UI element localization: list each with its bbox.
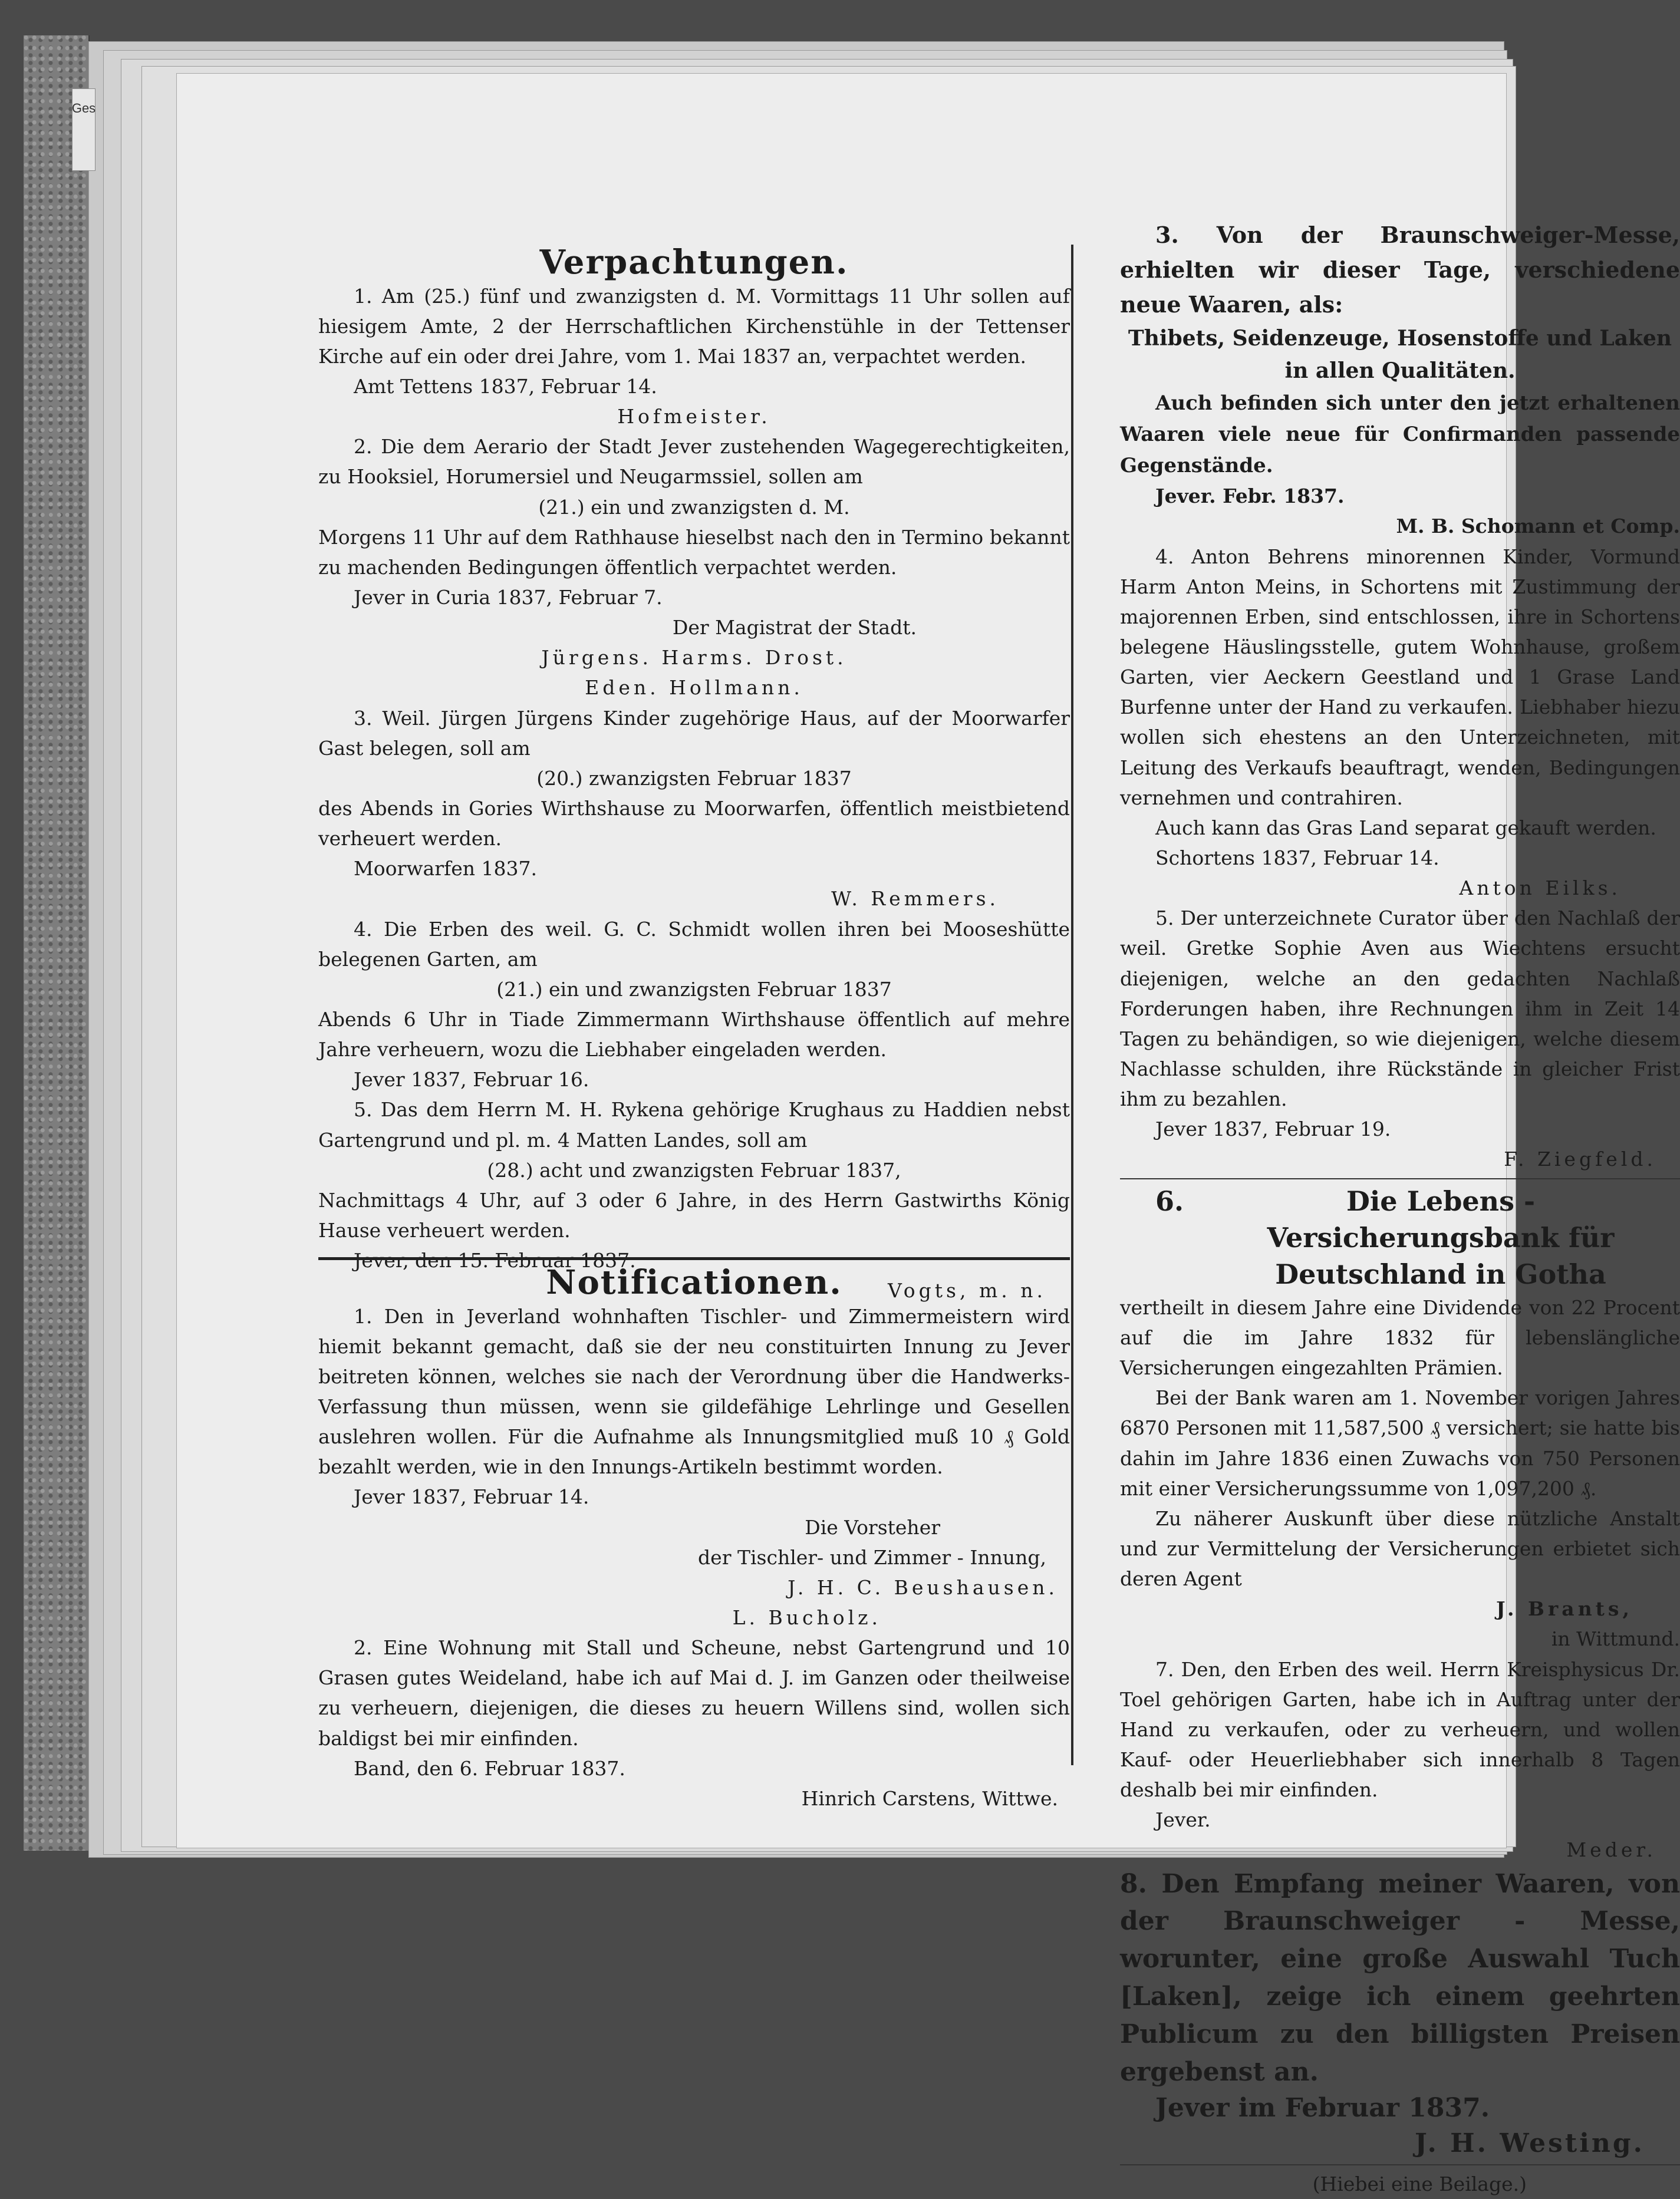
notice-signature: Vogts, m. n. bbox=[888, 1279, 1046, 1303]
notice-signature: Der Magistrat der Stadt. bbox=[672, 616, 917, 639]
notice-place: Jever. bbox=[1155, 1808, 1211, 1832]
section-heading-verpachtungen: Verpachtungen. bbox=[539, 243, 849, 282]
notice-text: 4. Die Erben des weil. G. C. Schmidt wollen ihren bei Mooseshütte belegenen Garten, am bbox=[318, 917, 1070, 971]
notice-rule bbox=[1120, 1178, 1680, 1179]
advertisements-section bbox=[1120, 218, 1680, 2199]
notice-text: Zu näherer Auskunft über diese nützliche Anstalt und zur Vermittelung der Versicherungen erbietet sich deren Agent bbox=[1120, 1506, 1680, 1591]
notice-text: 1. Am (25.) fünf und zwanzigsten d. M. Vormittags 11 Uhr sollen auf hiesigem Amte, 2 der Herrschaftlichen Kirchenstühle in der Tettenser Kirche auf ein oder drei Jahre, vom 1. Mai 1837 an, verpachtet werden. bbox=[318, 284, 1070, 368]
notice-goods: Thibets, Seidenzeuge, Hosenstoffe und Laken in allen Qualitäten. bbox=[1128, 325, 1672, 384]
notice-date-line: (21.) ein und zwanzigsten d. M. bbox=[538, 495, 850, 519]
section-rule bbox=[318, 1257, 1070, 1260]
notice-place: Moorwarfen 1837. bbox=[354, 857, 537, 881]
notice-text: Auch befinden sich unter den jetzt erhaltenen Waaren viele neue für Confirmanden passende Gegenstände. bbox=[1120, 391, 1680, 477]
notice-place: Jever 1837, Februar 14. bbox=[354, 1485, 589, 1509]
notice-signature: Eden. Hollmann. bbox=[585, 676, 803, 700]
notice-signature: F. Ziegfeld. bbox=[1504, 1148, 1656, 1171]
section-heading-notificationen: Notificationen. bbox=[546, 1263, 842, 1302]
edge-tab-label: Ges bbox=[72, 88, 95, 171]
notificationen-section bbox=[318, 1252, 1070, 1814]
notice-signature: Hofmeister. bbox=[617, 405, 771, 428]
notice-text: 3. Weil. Jürgen Jürgens Kinder zugehörige Haus, auf der Moorwarfer Gast belegen, soll am bbox=[318, 706, 1070, 760]
notice-date: Amt Tettens 1837, Februar 14. bbox=[354, 375, 657, 398]
notice-text: 2. Eine Wohnung mit Stall und Scheune, nebst Gartengrund und 10 Grasen gutes Weideland, habe ich auf Mai d. J. im Ganzen oder theilweise zu verheuern, diejenigen, die dieses zu heuern Willens sind, wollen sich baldigst bei mir einfinden. bbox=[318, 1636, 1070, 1750]
notice-text: 1. Den in Jeverland wohnhaften Tischler- und Zimmermeistern wird hiemit bekannt gemacht, daß sie der neu constituirten Innung zu Jever beitreten können, welches sie nach der Verordnung über die Handwerks-Verfassung thun müssen, wenn sie gildefähige Lehrlinge und Gesellen auslehren wollen. Für die Aufnahme als Innungsmitglied muß 10 ₰ Gold bezahlt werden, wie in den Innungs-Artikeln bestimmt worden. bbox=[318, 1304, 1070, 1479]
notice-place: Jever in Curia 1837, Februar 7. bbox=[354, 586, 663, 609]
notice-text: des Abends in Gories Wirthshause zu Moorwarfen, öffentlich meistbietend verheuert werden. bbox=[318, 796, 1070, 850]
notice-signature: Hinrich Carstens, Wittwe. bbox=[801, 1786, 1058, 1810]
notice-text: Auch kann das Gras Land separat gekauft werden. bbox=[1155, 816, 1656, 839]
verpachtungen-section bbox=[318, 245, 1070, 1305]
footer-rule bbox=[1120, 2164, 1680, 2165]
insurance-heading-title: Die Lebens - Versicherungsbank für Deutschland in Gotha bbox=[1267, 1185, 1615, 1290]
book-cover-edge bbox=[24, 35, 90, 1851]
notice-place: Jever im Februar 1837. bbox=[1155, 2093, 1490, 2124]
notice-text: Nachmittags 4 Uhr, auf 3 oder 6 Jahre, in des Herrn Gastwirths König Hause verheuert werden. bbox=[318, 1188, 1070, 1242]
insurance-heading-number: 6. bbox=[1155, 1185, 1184, 1217]
notice-signature: Meder. bbox=[1566, 1838, 1656, 1862]
notice-text: Abends 6 Uhr in Tiade Zimmermann Wirthshause öffentlich auf mehre Jahre verheuern, wozu die Liebhaber eingeladen werden. bbox=[318, 1007, 1070, 1061]
notice-text: 2. Die dem Aerario der Stadt Jever zustehenden Wagegerechtigkeiten, zu Hooksiel, Horumersiel und Neugarmssiel, sollen am bbox=[318, 435, 1070, 489]
notice-date-line: (28.) acht und zwanzigsten Februar 1837, bbox=[487, 1158, 901, 1182]
notice-signature: Jürgens. Harms. Drost. bbox=[541, 646, 847, 670]
notice-text: vertheilt in diesem Jahre eine Dividende von 22 Procent auf die im Jahre 1832 für lebenslängliche Versicherungen eingezahlten Prämien. bbox=[1120, 1295, 1680, 1380]
notice-signature: J. Brants, bbox=[1496, 1597, 1633, 1621]
notice-text: 7. Den, den Erben des weil. Herrn Kreisphysicus Dr. Toel gehörigen Garten, habe ich in Auftrag unter der Hand zu verkaufen, oder zu verheuern, und wollen Kauf- oder Heuerliebhaber sich innerhalb 8 Tagen deshalb bei mir einfinden. bbox=[1120, 1657, 1680, 1802]
notice-date-line: (20.) zwanzigsten Februar 1837 bbox=[536, 766, 852, 790]
notice-text: 5. Das dem Herrn M. H. Rykena gehörige Krughaus zu Haddien nebst Gartengrund und pl. m. 4 Matten Landes, soll am bbox=[318, 1098, 1070, 1152]
notice-text: Bei der Bank waren am 1. November vorigen Jahres 6870 Personen mit 11,587,500 ₰ versichert; sie hatte bis dahin im Jahre 1836 einen Zuwachs von 750 Personen mit einer Versicherungssumme von 1,097,200 ₰. bbox=[1120, 1386, 1680, 1500]
newspaper-page bbox=[177, 74, 1680, 2196]
notice-place: Jever. Febr. 1837. bbox=[1155, 484, 1345, 508]
notice-signature: Anton Eilks. bbox=[1459, 876, 1621, 900]
notice-text: 5. Der unterzeichnete Curator über den Nachlaß der weil. Gretke Sophie Aven aus Wiechtens ersucht diejenigen, welche an den gedachten Nachlaß Forderungen haben, ihre Rechnungen ihm in Zeit 14 Tagen zu behändigen, so wie diejenigen, welche diesem Nachlasse schulden, ihre Rückstände in gleicher Frist ihm zu bezahlen. bbox=[1120, 906, 1680, 1111]
notice-text: Morgens 11 Uhr auf dem Rathhause hieselbst nach den in Termino bekannt zu machenden Bedingungen öffentlich verpachtet werden. bbox=[318, 525, 1070, 579]
insurance-heading bbox=[1120, 1183, 1680, 1293]
notice-signature: J. H. Westing. bbox=[1415, 2128, 1645, 2158]
notice-text: 3. Von der Braunschweiger-Messe, erhielten wir dieser Tage, verschiedene neue Waaren, als: bbox=[1120, 222, 1680, 318]
supplement-note: (Hiebei eine Beilage.) bbox=[1312, 2172, 1527, 2196]
notice-text: 4. Anton Behrens minorennen Kinder, Vormund Harm Anton Meins, in Schortens mit Zustimmung der majorennen Erben, sind entschlossen, ihre in Schortens belegene Häuslingsstelle, gutem Wohnhause, großem Garten, vier Aeckern Geestland und 1 Grase Land Burfenne unter der Hand zu verkaufen. Liebhaber hiezu wollen sich ehestens an den Unterzeichneten, mit Leitung des Verkaufs beauftragt, wenden, Bedingungen vernehmen und contrahiren. bbox=[1120, 545, 1680, 809]
notice-date-line: (21.) ein und zwanzigsten Februar 1837 bbox=[496, 977, 892, 1001]
notice-place: Band, den 6. Februar 1837. bbox=[354, 1756, 625, 1780]
notice-signature: in Wittmund. bbox=[1551, 1627, 1680, 1651]
notice-signature: M. B. Schomann et Comp. bbox=[1396, 515, 1680, 538]
notice-signature: J. H. C. Beushausen. bbox=[788, 1575, 1058, 1599]
notice-place: Jever 1837, Februar 19. bbox=[1155, 1117, 1391, 1141]
notice-place: Jever, den 15. Februar 1837. bbox=[354, 1249, 636, 1272]
notice-signature: der Tischler- und Zimmer - Innung, bbox=[698, 1545, 1046, 1569]
notice-place: Schortens 1837, Februar 14. bbox=[1155, 846, 1439, 870]
notice-signature: Die Vorsteher bbox=[805, 1515, 940, 1539]
notice-place: Jever 1837, Februar 16. bbox=[354, 1068, 589, 1092]
notice-signature: W. Remmers. bbox=[831, 887, 999, 911]
column-divider bbox=[1071, 245, 1073, 1765]
notice-text-large: 8. Den Empfang meiner Waaren, von der Braunschweiger - Messe, worunter, eine große Auswahl Tuch [Laken], zeige ich einem geehrten Publicum zu den billigsten Preisen ergebenst an. bbox=[1120, 1868, 1680, 2087]
notice-signature: L. Bucholz. bbox=[732, 1606, 881, 1629]
